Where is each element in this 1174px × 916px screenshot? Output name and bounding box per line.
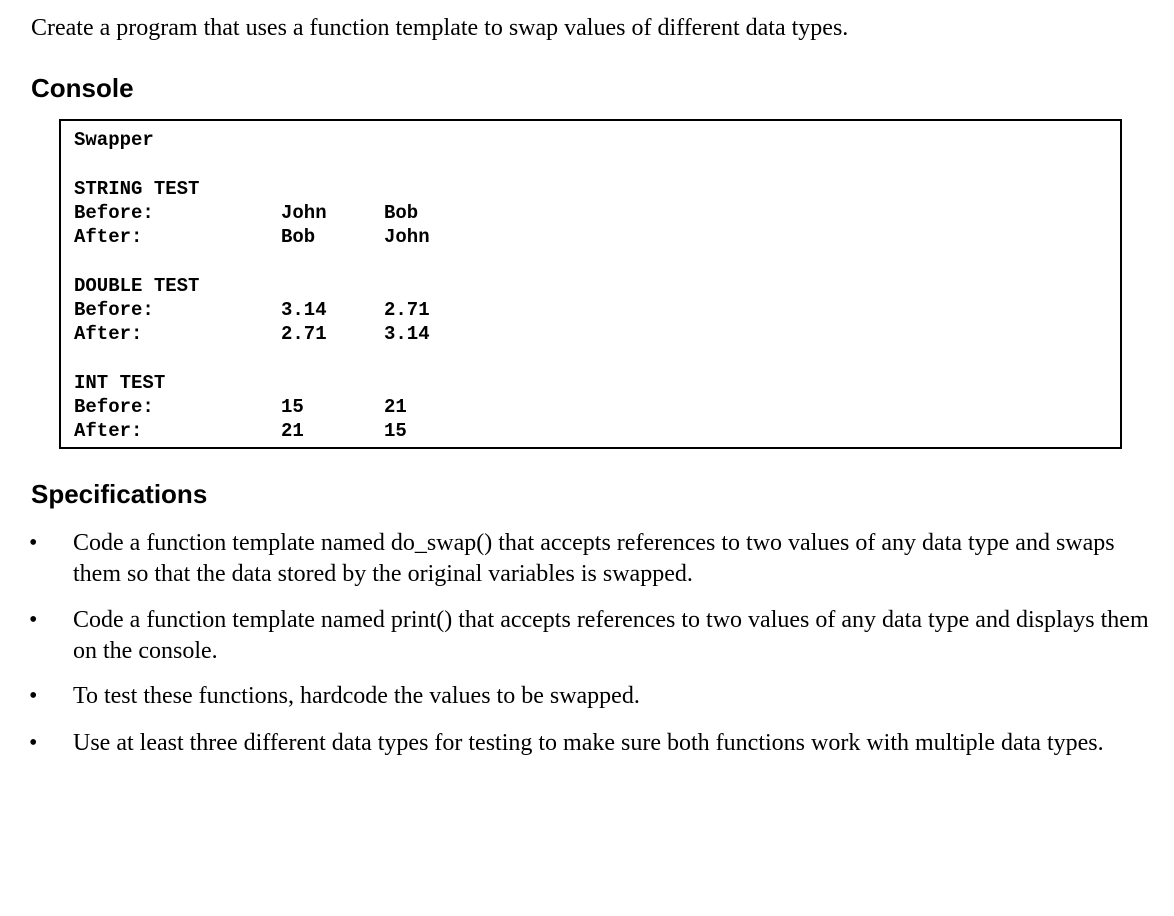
section-name: INT TEST <box>74 372 166 394</box>
after-value-1: Bob <box>281 226 316 248</box>
after-label: After: <box>74 420 143 442</box>
section-header-line <box>61 274 1120 298</box>
before-value-2: Bob <box>384 202 419 224</box>
after-value-2: 15 <box>384 420 407 442</box>
before-value-1: John <box>281 202 327 224</box>
after-label: After: <box>74 323 143 345</box>
after-line <box>61 322 1120 346</box>
bullet-icon: • <box>29 530 38 556</box>
after-label: After: <box>74 226 143 248</box>
after-value-2: 3.14 <box>384 323 430 345</box>
section-header-line <box>61 371 1120 395</box>
after-value-2: John <box>384 226 430 248</box>
before-value-1: 3.14 <box>281 299 327 321</box>
intro-text: Create a program that uses a function template to swap values of different data types. <box>31 15 849 41</box>
before-value-2: 2.71 <box>384 299 430 321</box>
section-header-line <box>61 177 1120 201</box>
console-output <box>59 119 1122 449</box>
after-value-1: 21 <box>281 420 304 442</box>
before-value-2: 21 <box>384 396 407 418</box>
section-name: STRING TEST <box>74 178 200 200</box>
before-line <box>61 201 1120 225</box>
bullet-icon: • <box>29 607 38 633</box>
after-value-1: 2.71 <box>281 323 327 345</box>
console-title-line <box>61 128 1120 152</box>
bullet-icon: • <box>29 730 38 756</box>
spec-text: Code a function template named do_swap() that accepts references to two values of any data type and swaps them so that the data stored by the original variables is swapped. <box>73 530 1115 587</box>
console-title: Swapper <box>74 129 154 151</box>
bullet-icon: • <box>29 683 38 709</box>
before-label: Before: <box>74 299 154 321</box>
spec-text: To test these functions, hardcode the values to be swapped. <box>73 683 640 709</box>
after-line <box>61 419 1120 443</box>
before-value-1: 15 <box>281 396 304 418</box>
before-line <box>61 298 1120 322</box>
before-line <box>61 395 1120 419</box>
after-line <box>61 225 1120 249</box>
spec-text: Code a function template named print() that accepts references to two values of any data type and displays them on the console. <box>73 607 1149 664</box>
section-name: DOUBLE TEST <box>74 275 200 297</box>
before-label: Before: <box>74 396 154 418</box>
before-label: Before: <box>74 202 154 224</box>
specifications-heading: Specifications <box>31 479 208 509</box>
console-heading: Console <box>31 73 134 103</box>
spec-text: Use at least three different data types for testing to make sure both functions work with multiple data types. <box>73 730 1104 756</box>
